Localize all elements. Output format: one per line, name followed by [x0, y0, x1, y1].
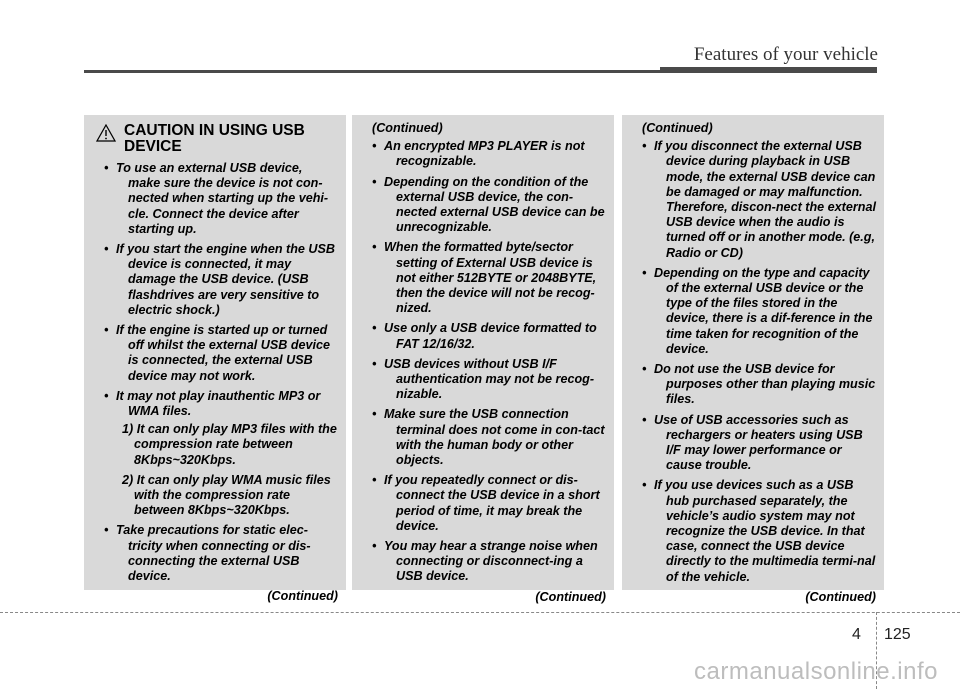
list-item: • If the engine is started up or turned off whilst the external USB device is connected, the external USB device may not work.: [104, 323, 338, 384]
page-header-title: Features of your vehicle: [693, 44, 878, 65]
header-rule-accent: [660, 67, 877, 73]
list-item: • If you disconnect the external USB device during playback in USB mode, the external USB device can be damaged or may malfunction. Therefore, discon-nect the external USB device when the audio is turned off or in another mode. (e.g, Radio or CD): [642, 139, 876, 261]
caution-column-2: [352, 115, 614, 604]
sub-list: [116, 422, 338, 518]
list-item: • Use of USB accessories such as rechargers or heaters using USB I/F may lower performance or cause trouble.: [642, 413, 876, 474]
section-number: 4: [852, 626, 861, 643]
footer-rule: [0, 612, 960, 613]
sub-list-item: 1) It can only play MP3 files with the compression rate between 8Kbps~320Kbps.: [122, 422, 337, 467]
list-item: • USB devices without USB I/F authentication may not be recog-nizable.: [372, 357, 606, 403]
continued-label: (Continued): [267, 589, 338, 604]
list-item: • Take precautions for static elec-tricity when connecting or dis-connecting the external USB device.: [104, 523, 338, 584]
list-item: • It may not play inauthentic MP3 or WMA files. 1) It can only play MP3 files with the compression rate between 8Kbps~320Kbps. 2) It can only play WMA music files with the compression rate between 8Kbps~320Kbps.: [104, 389, 338, 519]
caution-title: CAUTION IN USING USB DEVICE: [124, 122, 305, 155]
continued-label: (Continued): [805, 589, 876, 604]
header-rule: [84, 70, 662, 73]
sub-list-item: 2) It can only play WMA music files with the compression rate between 8Kbps~320Kbps.: [122, 472, 331, 518]
list-item: • Make sure the USB connection terminal does not come in con-tact with the human body or other objects.: [372, 407, 606, 468]
warning-triangle-icon: [96, 124, 120, 146]
list-item: • You may hear a strange noise when connecting or disconnect-ing a USB device.: [372, 539, 606, 585]
list-item: • Do not use the USB device for purposes other than playing music files.: [642, 362, 876, 408]
caution-column-3: [622, 115, 884, 604]
list-item: • If you repeatedly connect or dis-connect the USB device in a short period of time, it may break the device.: [372, 473, 606, 534]
caution-list: [372, 139, 606, 584]
list-item: • When the formatted byte/sector setting of External USB device is not either 512BYTE or 2048BYTE, then the device will not be recog-nized.: [372, 240, 606, 316]
continued-label: (Continued): [642, 121, 713, 135]
continued-label: (Continued): [372, 121, 443, 135]
list-item: • Depending on the type and capacity of the external USB device or the type of the files stored in the device, there is a dif-ference in the time taken for recognition of the device.: [642, 266, 876, 357]
list-item: • If you use devices such as a USB hub purchased separately, the vehicle’s audio system may not recognize the USB device. In that case, connect the USB device directly to the multimedia termi-nal of the vehicle.: [642, 478, 876, 584]
watermark: carmanualsonline.info: [694, 658, 938, 685]
list-item: • If you start the engine when the USB device is connected, it may damage the USB device. (USB flashdrives are very sensitive to electric shock.): [104, 242, 338, 318]
list-item: • Use only a USB device formatted to FAT 12/16/32.: [372, 321, 606, 351]
caution-list: [642, 139, 876, 585]
page-number: 125: [884, 626, 911, 643]
caution-list: [104, 161, 338, 584]
continued-label: (Continued): [535, 589, 606, 604]
list-item: • To use an external USB device, make sure the device is not con-nected when starting up the vehi-cle. Connect the device after starting up.: [104, 161, 338, 237]
list-item: • Depending on the condition of the external USB device, the con-nected external USB device can be unrecognizable.: [372, 175, 606, 236]
caution-column-1: [84, 115, 346, 604]
list-item: • An encrypted MP3 PLAYER is not recognizable.: [372, 139, 606, 169]
caution-heading: [96, 123, 338, 155]
